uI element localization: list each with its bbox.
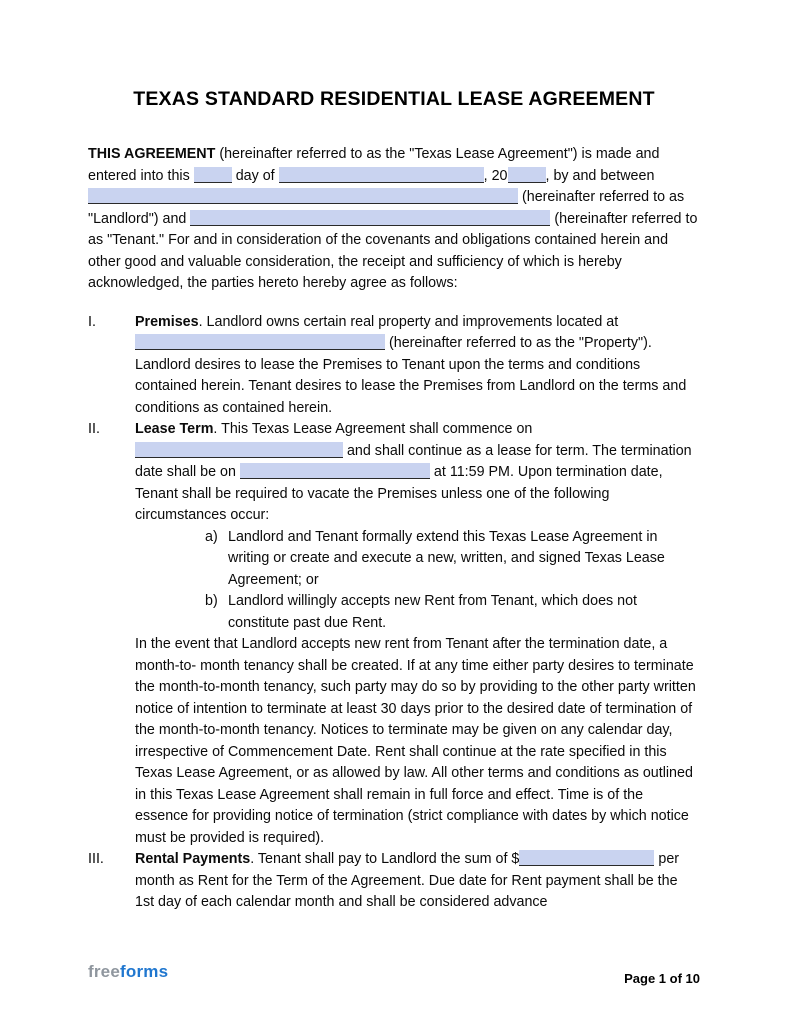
- section-premises-heading: Premises: [135, 313, 199, 330]
- logo-forms-text: forms: [120, 962, 169, 981]
- sub-item-a-marker: a): [205, 528, 218, 545]
- rent-amount-field[interactable]: [519, 850, 654, 866]
- document-title: TEXAS STANDARD RESIDENTIAL LEASE AGREEMENT: [133, 88, 655, 110]
- rental-payments-text-2: per month as Rent for the Term of the Agreement. Due date for Rent payment shall be the 1st day of each calendar month and shall be considered advance: [135, 851, 680, 910]
- sub-item-a-text: Landlord and Tenant formally extend this Texas Lease Agreement in writing or create and execute a new, written, and signed Texas Lease Agreement; or: [228, 528, 665, 588]
- month-field[interactable]: [279, 167, 484, 183]
- section-number: II.: [88, 421, 100, 437]
- commencement-date-field[interactable]: [135, 442, 343, 458]
- intro-run-1: (hereinafter referred to as the "Texas Lease Agreement") is made and entered into this: [88, 146, 660, 184]
- page-number: Page 1 of 10: [624, 971, 700, 986]
- logo-free-text: free: [88, 962, 120, 981]
- intro-run-6: (hereinafter referred to as "Tenant." For and in consideration of the covenants and obligations contained herein and other good and valuable consideration, the receipt and sufficiency of which is hereby acknowledged, the parties hereto hereby agree as follows:: [88, 210, 698, 291]
- lease-term-text-1: . This Texas Lease Agreement shall commence on: [213, 421, 533, 437]
- section-rental-payments-heading: Rental Payments: [135, 851, 251, 867]
- section-number: III.: [88, 851, 104, 867]
- section-lease-term-content: [135, 419, 700, 849]
- section-number: I.: [88, 313, 96, 330]
- premises-text-1: . Landlord owns certain real property and improvements located at: [198, 313, 619, 330]
- section-lease-term: [88, 419, 700, 849]
- intro-run-3: , 20: [483, 167, 508, 184]
- sub-item-b: [135, 591, 700, 634]
- section-premises: [88, 312, 700, 420]
- freeforms-logo: [88, 962, 168, 982]
- termination-date-field[interactable]: [240, 463, 430, 479]
- year-field[interactable]: [508, 167, 546, 183]
- sub-item-a: [135, 527, 700, 592]
- section-rental-payments-content: [135, 849, 700, 914]
- page-footer: [88, 962, 700, 986]
- intro-lead: THIS AGREEMENT: [88, 146, 216, 162]
- landlord-name-field[interactable]: [88, 188, 518, 204]
- tenant-name-field[interactable]: [190, 210, 550, 226]
- intro-run-2: day of: [235, 167, 275, 184]
- lease-term-intro: [135, 419, 700, 527]
- sub-item-b-marker: b): [205, 593, 218, 609]
- intro-run-4: , by and between: [545, 167, 655, 184]
- section-rental-payments: [88, 849, 700, 914]
- sub-item-b-text: Landlord willingly accepts new Rent from Tenant, which does not constitute past due Rent.: [228, 593, 638, 631]
- section-lease-term-heading: Lease Term: [135, 421, 214, 437]
- lease-term-continuation: In the event that Landlord accepts new rent from Tenant after the termination date, a month-to- month tenancy shall be created. If at any time either party desires to terminate the month-to-month tenancy, such party may do so by providing to the other party written notice of intention to terminate at least 30 days prior to the desired date of termination of the month-to-month tenancy. Notices to terminate may be given on any calendar day, irrespective of Commencement Date. Rent shall continue at the rate specified in this Texas Lease Agreement, or as allowed by law. All other terms and conditions as outlined in this Texas Lease Agreement shall remain in full force and effect. Time is of the essence for providing notice of termination (strict compliance with dates by which notice must be provided is required).: [135, 636, 696, 846]
- numbered-sections: [88, 312, 700, 914]
- premises-text-2: (hereinafter referred to as the "Property"). Landlord desires to lease the Premises to Tenant upon the terms and conditions contained herein. Tenant desires to lease the Premises from Landlord on the terms and conditions as contained herein.: [135, 335, 687, 416]
- intro-paragraph: [88, 144, 700, 295]
- section-premises-content: [135, 312, 700, 420]
- day-field[interactable]: [194, 167, 232, 183]
- intro-run-5: (hereinafter referred to as "Landlord") and: [88, 189, 685, 227]
- lease-term-text-3: at 11:59 PM. Upon termination date, Tenant shall be required to vacate the Premises unless one of the following circumstances occur:: [135, 464, 663, 523]
- lease-term-text-2: and shall continue as a lease for term. The termination date shall be on: [135, 442, 692, 480]
- rental-payments-text-1: . Tenant shall pay to Landlord the sum of $: [250, 851, 520, 867]
- property-address-field[interactable]: [135, 334, 385, 350]
